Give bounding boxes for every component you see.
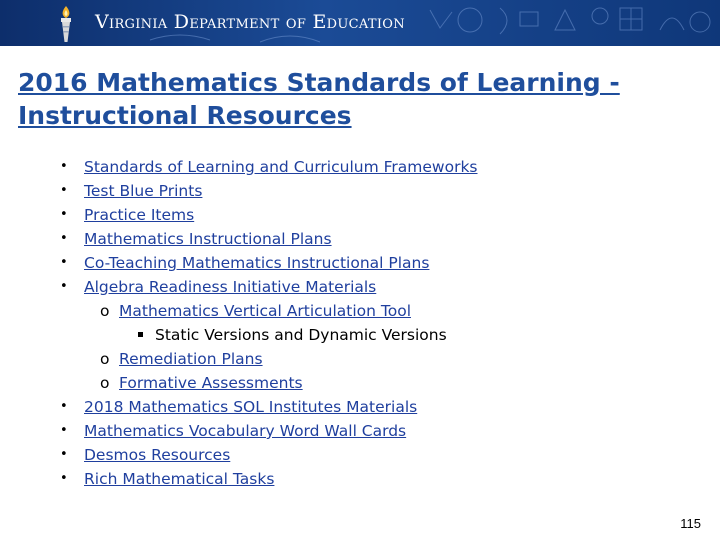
- list-item[interactable]: [100, 347, 263, 371]
- bullet-marker: •: [60, 399, 68, 414]
- slide-title: 2016 Mathematics Standards of Learning - Instructional Resources: [18, 68, 620, 130]
- page-number: 115: [680, 516, 701, 531]
- square-bullet-icon: [138, 332, 143, 337]
- bullet-marker: •: [60, 231, 68, 246]
- bullet-marker: •: [60, 207, 68, 222]
- sub-bullet-marker: o: [100, 350, 110, 368]
- link-test-blue-prints[interactable]: Test Blue Prints: [84, 182, 203, 200]
- sub-bullet-marker: o: [100, 374, 110, 392]
- link-math-instructional-plans[interactable]: Mathematics Instructional Plans: [84, 230, 332, 248]
- link-sol-curriculum-frameworks[interactable]: Standards of Learning and Curriculum Frameworks: [84, 158, 478, 176]
- banner-org-name: Virginia Department of Education: [95, 11, 405, 33]
- sub-bullet-marker: o: [100, 302, 110, 320]
- bullet-marker: •: [60, 183, 68, 198]
- torch-logo-icon: [54, 4, 78, 44]
- link-remediation-plans[interactable]: Remediation Plans: [119, 350, 263, 368]
- link-formative-assessments[interactable]: Formative Assessments: [119, 374, 303, 392]
- bullet-marker: •: [60, 159, 68, 174]
- list-item: [138, 323, 447, 347]
- bullet-marker: •: [60, 255, 68, 270]
- bullet-marker: •: [60, 471, 68, 486]
- link-practice-items[interactable]: Practice Items: [84, 206, 195, 224]
- vdoe-header-banner: [0, 0, 720, 46]
- link-desmos-resources[interactable]: Desmos Resources: [84, 446, 231, 464]
- bullet-marker: •: [60, 447, 68, 462]
- bullet-marker: •: [60, 423, 68, 438]
- static-dynamic-versions-text: Static Versions and Dynamic Versions: [155, 326, 447, 344]
- link-sol-institutes-materials[interactable]: 2018 Mathematics SOL Institutes Materials: [84, 398, 418, 416]
- link-word-wall-cards[interactable]: Mathematics Vocabulary Word Wall Cards: [84, 422, 407, 440]
- list-item[interactable]: [100, 299, 411, 323]
- link-vertical-articulation-tool[interactable]: Mathematics Vertical Articulation Tool: [119, 302, 411, 320]
- link-algebra-readiness[interactable]: Algebra Readiness Initiative Materials: [84, 278, 377, 296]
- list-item[interactable]: [100, 371, 303, 395]
- bullet-marker: •: [60, 279, 68, 294]
- link-co-teaching-plans[interactable]: Co-Teaching Mathematics Instructional Plans: [84, 254, 430, 272]
- link-rich-mathematical-tasks[interactable]: Rich Mathematical Tasks: [84, 470, 275, 488]
